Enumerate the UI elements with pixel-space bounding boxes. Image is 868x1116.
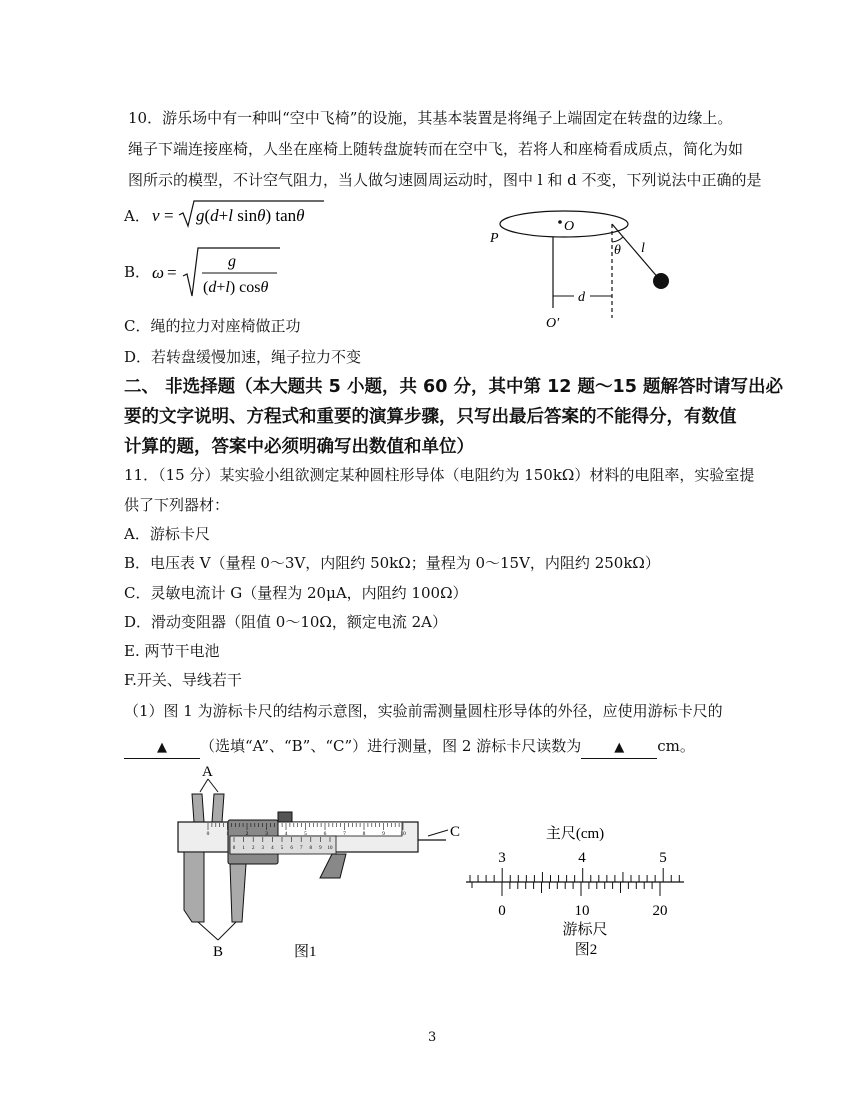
fig1-vernier-tick-label: 6	[290, 846, 293, 851]
section2-line1: 二、 非选择题（本大题共 5 小题，共 60 分，其中第 12 题～15 题解答时请写出必	[124, 377, 783, 397]
section2-line2: 要的文字说明、方程式和重要的演算步骤，只写出最后答案的不能得分，有数值	[124, 407, 737, 427]
label-theta: θ	[614, 243, 621, 258]
q10-line3: 图所示的模型，不计空气阻力，当人做匀速圆周运动时，图中 l 和 d 不变，下列说法中正确的是	[128, 171, 762, 189]
q11-line2: 供了下列器材：	[124, 496, 230, 514]
fig2-vernier-label-10: 10	[574, 903, 590, 919]
fig2-caption: 图2	[574, 942, 598, 958]
fig1-main-tick-label: 7	[343, 831, 346, 837]
svg-text:=: =	[167, 263, 177, 282]
q11-part1-mid: （选填“A”、“B”、“C”）进行测量，图 2 游标卡尺读数为	[200, 737, 582, 755]
fig1-main-tick-label: 6	[323, 831, 327, 837]
fig1-vernier-tick-label: 0	[232, 846, 236, 851]
fig1-vernier-tick-label: 4	[271, 846, 274, 851]
fig1-caliper	[170, 760, 480, 965]
fig1-label-c: C	[450, 824, 461, 840]
fig2-main-title: 主尺(cm)	[545, 826, 605, 842]
fig1-main-tick-label: 4	[284, 831, 288, 837]
fig2-vernier-label-0: 0	[498, 903, 506, 919]
label-o-prime: O′	[546, 316, 560, 331]
fig1-vernier-tick-label: 3	[261, 846, 265, 851]
fig1-main-tick-label: 8	[362, 831, 366, 837]
svg-text:v: v	[152, 206, 160, 225]
q11-part1-unit: cm。	[657, 737, 695, 755]
q11-item-f: F.开关、导线若干	[124, 671, 242, 689]
fig2-vernier-scale	[460, 822, 690, 967]
fig1-label-a: A	[202, 764, 213, 780]
fig1-vernier-tick-label: 10	[327, 846, 333, 851]
q11-item-c: C．灵敏电流计 G（量程为 20μA，内阻约 100Ω）	[124, 584, 468, 602]
fig1-vernier-tick-label: 5	[280, 846, 284, 851]
q10-figure	[484, 200, 694, 340]
fig1-vernier-tick-label: 9	[319, 846, 322, 851]
fig1-vernier-tick-label: 1	[242, 846, 245, 851]
label-d: d	[578, 290, 585, 305]
fig1-vernier-tick-label: 7	[299, 846, 303, 851]
q10-option-a-label: A．	[124, 207, 150, 225]
svg-text:g(d+l sinθ) tanθ: g(d+l sinθ) tanθ	[196, 206, 305, 225]
q10-option-b-formula	[148, 242, 288, 300]
q11-part1-line1: （1）图 1 为游标卡尺的结构示意图，实验前需测量圆柱形导体的外径，应使用游标卡尺的	[124, 702, 723, 720]
q11-item-d: D．滑动变阻器（阻值 0～10Ω，额定电流 2A）	[124, 613, 448, 631]
fig2-vernier-label-20: 20	[652, 903, 668, 919]
fig1-main-tick-label: 0	[206, 831, 210, 837]
label-l: l	[641, 241, 645, 256]
q11-item-a: A．游标卡尺	[124, 525, 210, 543]
svg-text:(d+l) cosθ: (d+l) cosθ	[203, 279, 269, 296]
q11-item-e: E. 两节干电池	[124, 642, 220, 660]
answer-blank-2[interactable]: ▲	[581, 738, 657, 759]
fig1-main-tick-label: 1	[226, 831, 229, 837]
q10-option-d: D．若转盘缓慢加速，绳子拉力不变	[124, 348, 362, 366]
fig1-label-b: B	[213, 944, 224, 960]
label-p: P	[490, 231, 499, 246]
q11-line1: 11．（15 分）某实验小组欲测定某种圆柱形导体（电阻约为 150kΩ）材料的电阻率，实验室提	[124, 466, 755, 484]
q10-option-b-numerator: g	[228, 253, 236, 270]
fig1-main-tick-label: 3	[265, 831, 268, 837]
fig1-vernier-tick-label: 8	[309, 846, 313, 851]
fig2-vernier-title: 游标尺	[562, 922, 608, 938]
q11-item-b: B．电压表 V（量程 0～3V，内阻约 50kΩ；量程为 0～15V，内阻约 250kΩ）	[124, 554, 660, 572]
answer-blank-1[interactable]: ▲	[124, 738, 200, 759]
q10-option-a-formula	[148, 196, 328, 232]
fig2-main-label-4: 4	[578, 850, 586, 866]
fig1-vernier-tick-label: 2	[251, 846, 255, 851]
fig1-main-tick-label: 9	[382, 831, 385, 837]
fig2-main-label-3: 3	[498, 850, 506, 866]
fig1-main-tick-label: 10	[400, 831, 406, 837]
q10-option-b-label: B．	[124, 263, 151, 281]
q10-option-c: C．绳的拉力对座椅做正功	[124, 317, 301, 335]
svg-text:ω: ω	[152, 263, 165, 282]
q10-line1: 10．游乐场中有一种叫“空中飞椅”的设施，其基本装置是将绳子上端固定在转盘的边缘上。	[128, 109, 733, 127]
q11-part1-line2	[124, 736, 695, 759]
section2-line3: 计算的题，答案中必须明确写出数值和单位）	[124, 437, 474, 457]
fig1-caption: 图1	[294, 944, 317, 960]
label-o: O	[564, 219, 575, 234]
q10-line2: 绳子下端连接座椅，人坐在座椅上随转盘旋转而在空中飞，若将人和座椅看成质点，简化为如	[128, 140, 744, 158]
page-number: 3	[428, 1030, 437, 1045]
fig1-main-tick-label: 5	[304, 831, 307, 837]
svg-text:=: =	[164, 206, 174, 225]
fig2-main-label-5: 5	[659, 850, 667, 866]
fig1-main-tick-label: 2	[245, 831, 249, 837]
